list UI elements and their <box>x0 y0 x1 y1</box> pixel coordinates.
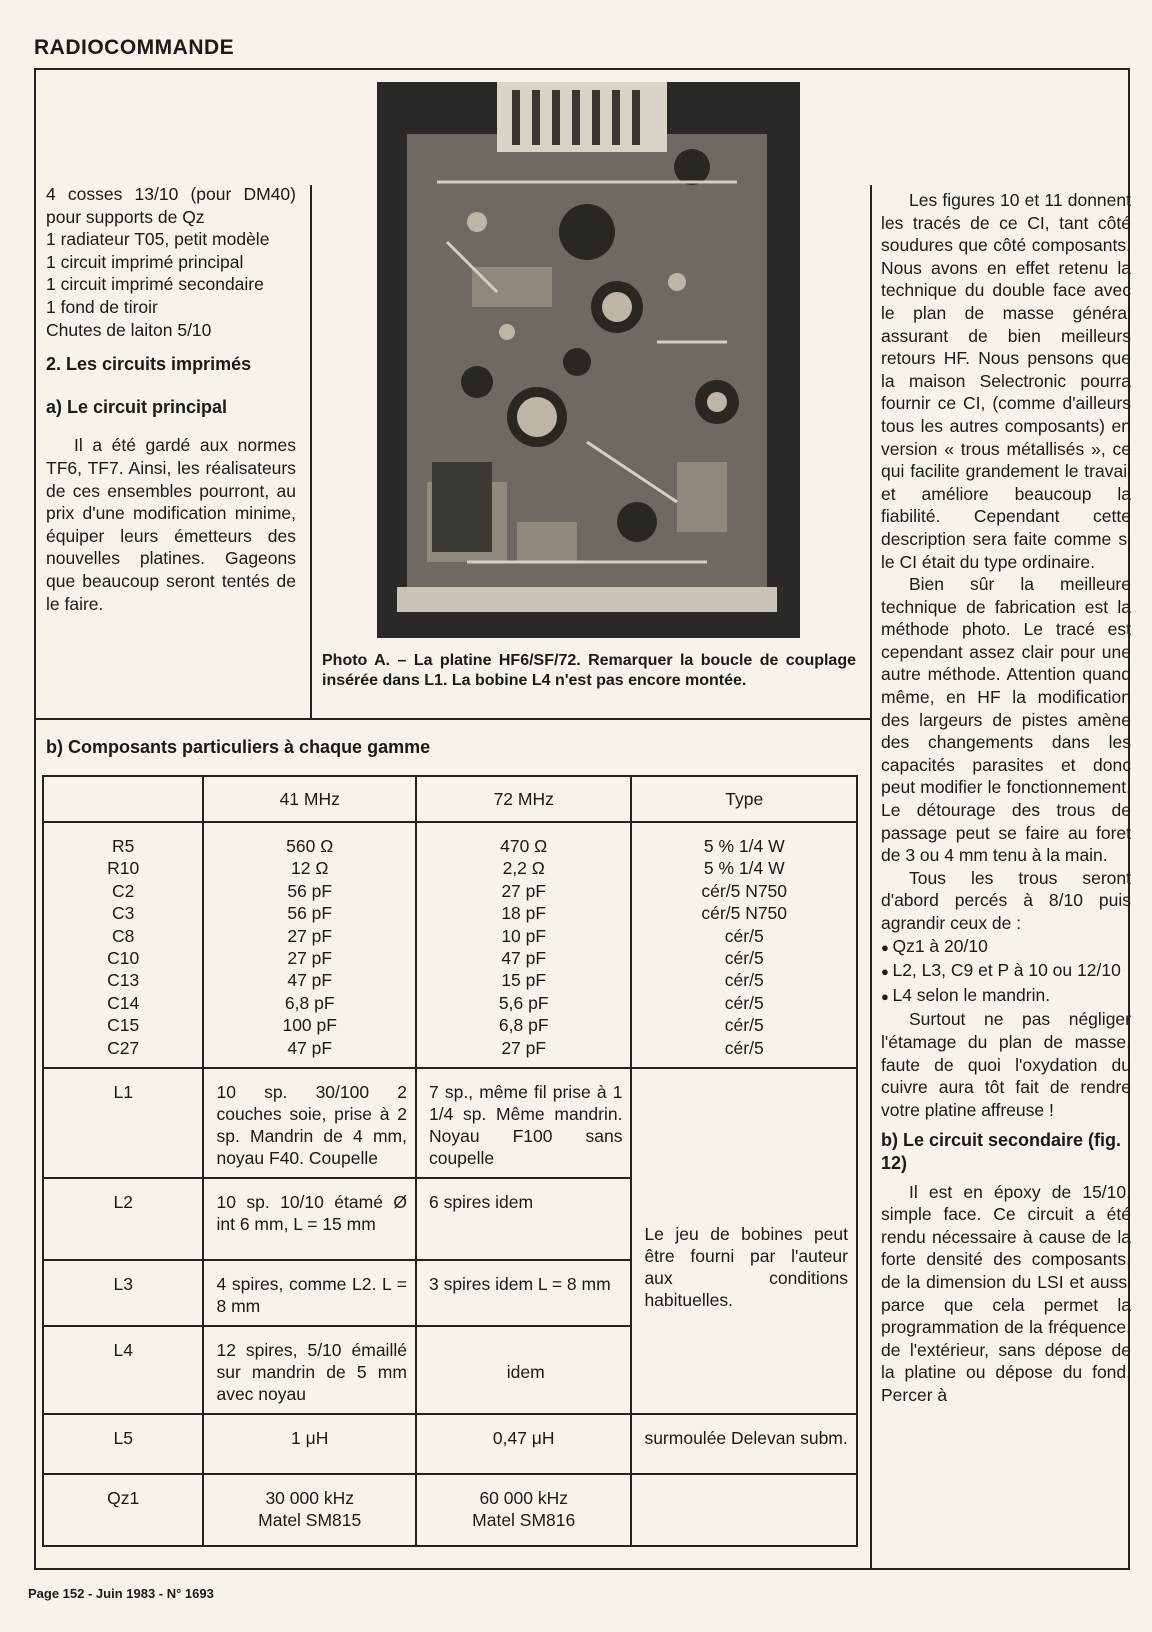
value-cell: 560 Ω <box>286 836 334 856</box>
coil-spec-41mhz: 4 spires, comme L2. L = 8 mm <box>203 1260 416 1326</box>
value-cell: 2,2 Ω <box>502 858 545 879</box>
l5-value-41mhz: 1 μH <box>203 1414 416 1474</box>
component-name: C13 <box>107 970 140 991</box>
coil-spec-41mhz: 12 spires, 5/10 émaillé sur mandrin de 5 mm avec noyau <box>203 1326 416 1414</box>
table-header-row <box>43 776 857 822</box>
value-cell: 56 pF <box>287 903 333 924</box>
header-cell: 41 MHz <box>203 776 416 822</box>
column-divider <box>870 185 872 1570</box>
coil-spec-72mhz: 7 sp., même fil prise à 1 1/4 sp. Même mandrin. Noyau F100 sans coupelle <box>416 1068 631 1178</box>
crystal-72mhz <box>416 1474 631 1546</box>
circuit-board-photo-drawing <box>377 82 800 638</box>
value-cell: 27 pF <box>501 1037 547 1058</box>
parts-list-item: 1 circuit imprimé secondaire <box>46 274 264 295</box>
paragraph: Il est en époxy de 15/10, simple face. Ce circuit a été rendu nécessaire à cause de la forte densité des composants, de la dimension du LSI et aussi parce que cela permet la programmation de la fréquence, de l'extérieur, sans dépose de la platine ou dépose du fond. Percer à <box>881 1181 1131 1405</box>
table-row <box>43 1068 857 1178</box>
component-name: C14 <box>107 992 140 1013</box>
photo-caption: Photo A. – La platine HF6/SF/72. Remarquer la boucle de couplage insérée dans L1. La bobine L4 n'est pas encore montée. <box>322 652 856 689</box>
paragraph: Il a été gardé aux normes TF6, TF7. Ainsi, les réalisateurs de ces ensembles pourront, au prix d'une modification minime, équiper leurs émetteurs des nouvelles platines. Gageons que beaucoup seront tentés de le faire. <box>46 435 296 614</box>
paragraph: Bien sûr la meilleure technique de fabrication est la méthode photo. Le tracé est cependant assez clair pour une autre méthode. Attention quand même, en HF la modification des largeurs de pistes amène des changements dans les capacités parasites et donc peut modifier le fonctionnement. Le détourage des trous de passage peut se faire au foret de 3 ou 4 mm tenu à la main. <box>881 574 1131 866</box>
coil-label: L3 <box>43 1260 203 1326</box>
component-name: C3 <box>112 903 135 924</box>
header-cell: Type <box>631 776 857 822</box>
table-row <box>43 1414 857 1474</box>
crystal-label: Qz1 <box>43 1474 203 1546</box>
column-divider <box>310 185 312 719</box>
values-41mhz <box>203 822 416 1068</box>
paragraph: Les figures 10 et 11 donnent les tracés de ce CI, tant côté soudures que côté composants. Nous avons en effet retenu la technique du double face avec le plan de masse général assurant de bien meilleurs retours HF. Nous pensons que la maison Selectronic pourra fournir ce CI, (comme d'ailleurs tous les autres composants) en version « trous métallisés », ce qui facilite grandement le travail et améliore beaucoup la fiabilité. Cependant cette description sera faite comme si le CI était du type ordinaire. <box>881 190 1131 572</box>
value-cell: 56 pF <box>287 880 333 901</box>
coil-spec-41mhz: 10 sp. 10/10 étamé Ø int 6 mm, L = 15 mm <box>203 1178 416 1260</box>
value-cell: 18 pF <box>501 903 547 924</box>
coil-spec-41mhz: 10 sp. 30/100 2 couches soie, prise à 2 sp. Mandrin de 4 mm, noyau F40. Coupelle <box>203 1068 416 1178</box>
page-section-title: RADIOCOMMANDE <box>34 36 235 59</box>
component-name: C10 <box>107 948 140 969</box>
type-cell: cér/5 N750 <box>701 880 788 901</box>
circuit-board-photo <box>377 82 800 638</box>
type-cell: cér/5 N750 <box>701 903 788 924</box>
l5-type: surmoulée Delevan subm. <box>631 1414 857 1474</box>
paragraph: Tous les trous seront d'abord percés à 8/10 puis agrandir ceux de : <box>881 867 1131 933</box>
parts-list-item: 4 cosses 13/10 (pour DM40) pour supports de Qz <box>46 184 296 227</box>
bullet-item: ● L2, L3, C9 et P à 10 ou 12/10 <box>881 959 1131 984</box>
component-name: R5 <box>112 836 135 856</box>
parts-list-item: 1 radiateur T05, petit modèle <box>46 229 270 250</box>
components-table <box>42 775 858 1547</box>
value-cell: 6,8 pF <box>284 992 335 1013</box>
coil-spec-72mhz: 6 spires idem <box>416 1178 631 1260</box>
section-divider <box>34 718 872 720</box>
type-cell: cér/5 <box>724 970 764 991</box>
coil-label: L1 <box>43 1068 203 1178</box>
component-name: R10 <box>107 858 140 879</box>
component-name: C27 <box>107 1037 140 1058</box>
values-72mhz <box>416 822 631 1068</box>
value-cell: 47 pF <box>501 948 547 969</box>
type-cell: cér/5 <box>724 992 764 1013</box>
crystal-41mhz <box>203 1474 416 1546</box>
value-cell: 27 pF <box>287 925 333 946</box>
value-cell: 100 pF <box>282 1015 337 1036</box>
coil-label: L5 <box>43 1414 203 1474</box>
value-cell: 15 pF <box>501 970 547 991</box>
value-cell: 5,6 pF <box>498 992 549 1013</box>
value-cell: 12 Ω <box>291 858 329 879</box>
type-cell: cér/5 <box>724 925 764 946</box>
parts-list-item: Chutes de laiton 5/10 <box>46 319 212 340</box>
section-heading: 2. Les circuits imprimés <box>46 354 252 375</box>
l5-value-72mhz: 0,47 μH <box>416 1414 631 1474</box>
bullet-item: ● Qz1 à 20/10 <box>881 935 1131 960</box>
header-cell <box>43 776 203 822</box>
coil-label: L4 <box>43 1326 203 1414</box>
crystal-model: Matel SM816 <box>472 1510 576 1530</box>
table-row <box>43 1474 857 1546</box>
type-cell: cér/5 <box>724 1037 764 1058</box>
subsection-heading: a) Le circuit principal <box>46 396 228 417</box>
paragraph: Surtout ne pas négliger l'étamage du plan de masse, faute de quoi l'oxydation du cuivre aura tôt fait de rendre votre platine affreuse ! <box>881 1009 1131 1120</box>
table-heading: b) Composants particuliers à chaque gamme <box>46 737 431 757</box>
subsection-heading: b) Le circuit secondaire (fig. 12) <box>881 1130 1122 1173</box>
table-row <box>43 822 857 1068</box>
type-cell: cér/5 <box>724 948 764 969</box>
crystal-model: Matel SM815 <box>258 1510 362 1530</box>
coil-spec-72mhz: 3 spires idem L = 8 mm <box>416 1260 631 1326</box>
coil-label: L2 <box>43 1178 203 1260</box>
header-cell: 72 MHz <box>416 776 631 822</box>
coil-spec-72mhz: idem <box>416 1326 631 1414</box>
component-names <box>43 822 203 1068</box>
value-cell: 27 pF <box>287 948 333 969</box>
value-cell: 470 Ω <box>500 836 548 856</box>
coil-type-note: Le jeu de bobines peut être fourni par l'auteur aux conditions habituelles. <box>631 1068 857 1414</box>
value-cell: 10 pF <box>501 925 547 946</box>
type-cell: 5 % 1/4 W <box>703 858 785 879</box>
crystal-frequency: 60 000 kHz <box>479 1488 568 1508</box>
value-cell: 47 pF <box>287 970 333 991</box>
component-name: C15 <box>107 1015 140 1036</box>
type-cell: 5 % 1/4 W <box>703 836 785 856</box>
type-cell: cér/5 <box>724 1015 764 1036</box>
empty-cell <box>631 1474 857 1546</box>
page-footer: Page 152 - Juin 1983 - N° 1693 <box>28 1586 214 1601</box>
component-name: C2 <box>112 880 135 901</box>
parts-list-item: 1 circuit imprimé principal <box>46 251 244 272</box>
component-name: C8 <box>112 925 135 946</box>
bullet-item: ● L4 selon le mandrin. <box>881 984 1131 1009</box>
value-cell: 6,8 pF <box>498 1015 549 1036</box>
right-column <box>881 189 1131 1406</box>
parts-list-item: 1 fond de tiroir <box>46 296 158 317</box>
value-cell: 27 pF <box>501 880 547 901</box>
crystal-frequency: 30 000 kHz <box>265 1488 354 1508</box>
left-column <box>46 183 296 615</box>
component-types <box>631 822 857 1068</box>
value-cell: 47 pF <box>287 1037 333 1058</box>
